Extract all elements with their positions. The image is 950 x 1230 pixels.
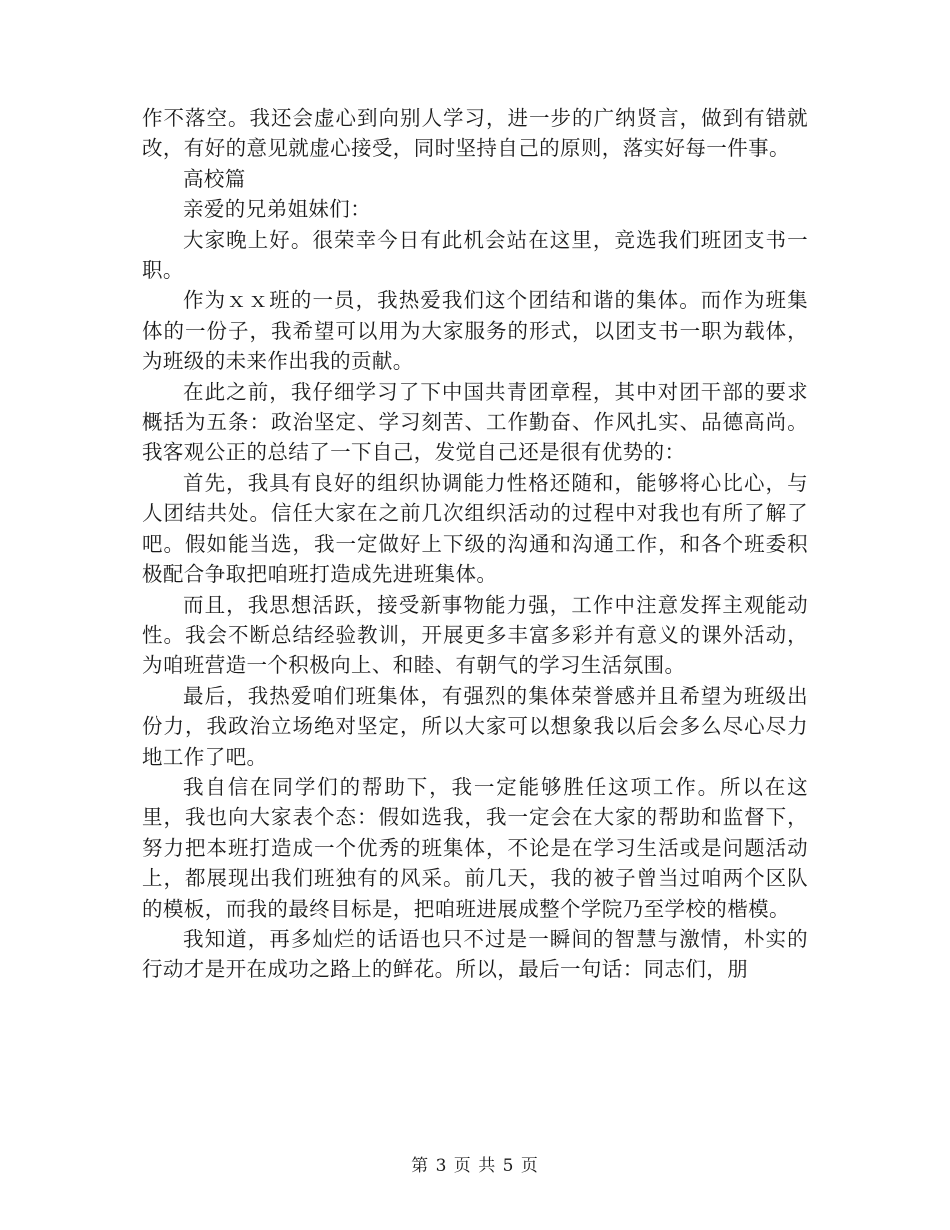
- section-heading: 高校篇: [183, 166, 246, 191]
- paragraph: 而且，我思想活跃，接受新事物能力强，工作中注意发挥主观能动性。我会不断总结经验教训，开展更多丰富多彩并有意义的课外活动，为咱班营造一个积极向上、和睦、有朝气的学习生活氛围。: [142, 592, 808, 678]
- salutation: 亲爱的兄弟姐妹们：: [183, 197, 372, 222]
- paragraph: 最后，我热爱咱们班集体，有强烈的集体荣誉感并且希望为班级出份力，我政治立场绝对坚定，所以大家可以想象我以后会多么尽心尽力地工作了吧。: [142, 683, 808, 769]
- document-body: [142, 103, 808, 985]
- paragraph: 在此之前，我仔细学习了下中国共青团章程，其中对团干部的要求概括为五条：政治坚定、学习刻苦、工作勤奋、作风扎实、品德高尚。我客观公正的总结了一下自己，发觉自己还是很有优势的：: [142, 379, 808, 465]
- paragraph: 我自信在同学们的帮助下，我一定能够胜任这项工作。所以在这里，我也向大家表个态：假如选我，我一定会在大家的帮助和监督下，努力把本班打造成一个优秀的班集体，不论是在学习生活或是问题活动上，都展现出我们班独有的风采。前几天，我的被子曾当过咱两个区队的模板，而我的最终目标是，把咱班进展成整个学院乃至学校的楷模。: [142, 774, 808, 921]
- paragraph: 作不落空。我还会虚心到向别人学习，进一步的广纳贤言，做到有错就改，有好的意见就虚心接受，同时坚持自己的原则，落实好每一件事。: [142, 106, 808, 161]
- paragraph: 我知道，再多灿烂的话语也只不过是一瞬间的智慧与激情，朴实的行动才是开在成功之路上的鲜花。所以，最后一句话：同志们，朋: [142, 926, 808, 982]
- page-number: 第 3 页 共 5 页: [411, 1156, 539, 1176]
- paragraph: 首先，我具有良好的组织协调能力性格还随和，能够将心比心，与人团结共处。信任大家在之前几次组织活动的过程中对我也有所了解了吧。假如能当选，我一定做好上下级的沟通和沟通工作，和各个班委积极配合争取把咱班打造成先进班集体。: [142, 470, 808, 587]
- paragraph: 作为ｘｘ班的一员，我热爱我们这个团结和谐的集体。而作为班集体的一份子，我希望可以用为大家服务的形式，以团支书一职为载体，为班级的未来作出我的贡献。: [142, 288, 808, 374]
- paragraph: 大家晚上好。很荣幸今日有此机会站在这里，竞选我们班团支书一职。: [142, 227, 808, 283]
